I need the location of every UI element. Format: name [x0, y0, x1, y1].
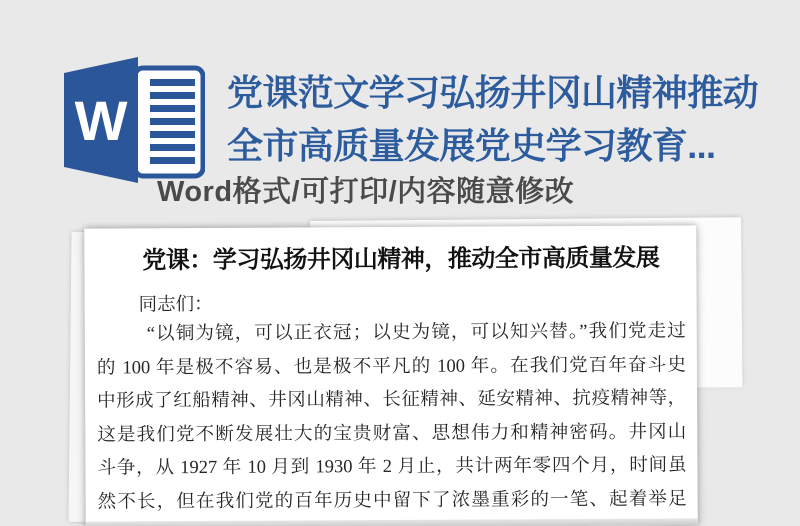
format-subtitle: Word格式/可打印/内容随意修改 [157, 176, 575, 208]
word-icon [55, 50, 205, 185]
document-title: 党课：学习弘扬井冈山精神，推动全市高质量发展 [142, 245, 660, 275]
document-body-line: “以铜为镜，可以正衣冠；以史为镜，可以知兴替。”我们党走过 [146, 321, 686, 345]
document-greeting: 同志们： [138, 294, 213, 316]
document-body-line: 然不长，但在我们党的百年历史中留下了浓墨重彩的一笔、起着举足 [97, 489, 687, 513]
page-title [227, 66, 758, 172]
page-title-line2: 全市高质量发展党史学习教育... [227, 125, 716, 166]
document-body-line: 中形成了红船精神、井冈山精神、长征精神、延安精神、抗疫精神等， [97, 388, 687, 412]
word-icon-letter: W [74, 89, 128, 152]
document-body-line: 斗争，从 1927 年 10 月到 1930 年 2 月止，共计两年零四个月，时间虽 [97, 455, 687, 479]
document-page [84, 225, 698, 526]
document-body-line: 的 100 年是极不容易、也是极不平凡的 100 年。在我们党百年奋斗史 [96, 355, 686, 379]
document-body-line: 这是我们党不断发展壮大的宝贵财富、思想伟力和精神密码。井冈山 [97, 422, 687, 446]
page-title-line1: 党课范文学习弘扬井冈山精神推动 [227, 72, 759, 113]
document-body [97, 315, 687, 520]
